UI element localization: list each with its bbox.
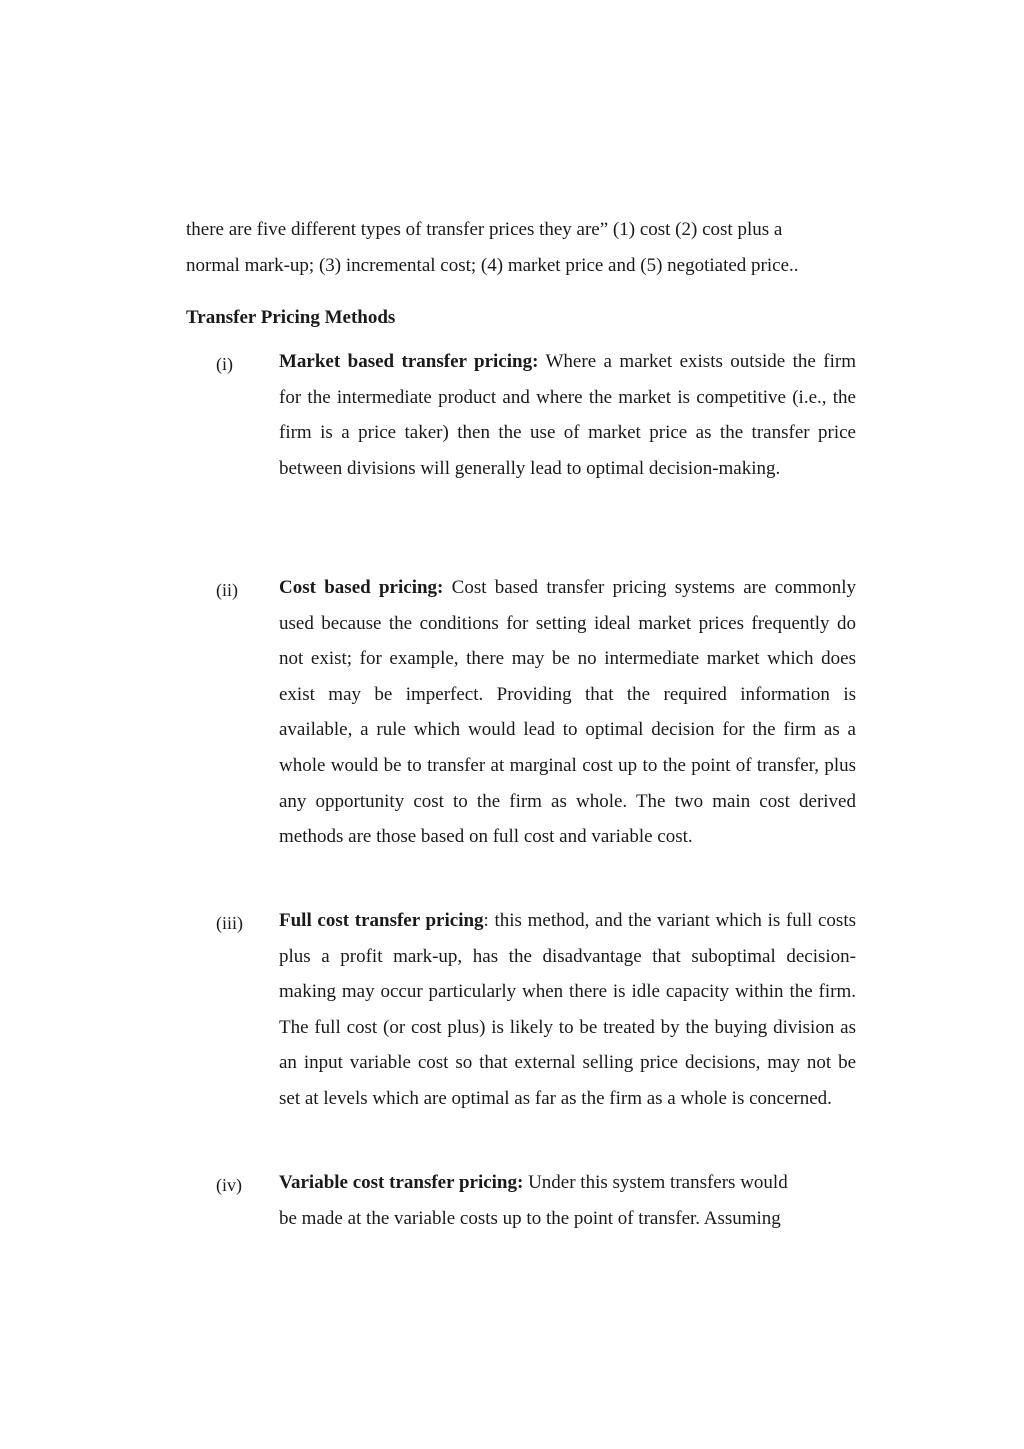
item-lead: Market based transfer pricing: bbox=[279, 351, 539, 372]
item-paragraph bbox=[279, 1165, 856, 1236]
item-text-line-1: Under this system transfers would bbox=[523, 1172, 788, 1193]
item-paragraph bbox=[279, 344, 856, 486]
intro-line-2: normal mark-up; (3) incremental cost; (4) market price and (5) negotiated price.. bbox=[186, 254, 799, 276]
item-text: Cost based transfer pricing systems are commonly used because the conditions for setting ideal market prices frequently do not exist; for example, there may be no intermediate market which does exist may be imperfect. Providing that the required information is available, a rule which would lead to optimal decision for the firm as a whole would be to transfer at marginal cost up to the point of transfer, plus any opportunity cost to the firm as whole. The two main cost derived methods are those based on full cost and variable cost. bbox=[279, 577, 856, 848]
item-number: (iii) bbox=[216, 913, 243, 933]
item-text: Where a market exists outside the firm for the intermediate product and where the market is competitive (i.e., the firm is a price taker) then the use of market price as the transfer price between divisions will generally lead to optimal decision-making. bbox=[279, 351, 856, 479]
item-number: (iv) bbox=[216, 1175, 242, 1195]
item-number: (i) bbox=[216, 354, 233, 374]
item-paragraph bbox=[279, 903, 856, 1117]
item-number: (ii) bbox=[216, 580, 238, 600]
item-lead: Variable cost transfer pricing: bbox=[279, 1172, 524, 1193]
item-text: : this method, and the variant which is full costs plus a profit mark-up, has the disadvantage that suboptimal decision-making may occur particularly when there is idle capacity within the firm. The full cost (or cost plus) is likely to be treated by the buying division as an input variable cost so that external selling price decisions, may not be set at levels which are optimal as far as the firm as a whole is concerned. bbox=[279, 910, 856, 1109]
intro-line-1: there are five different types of transfer prices they are” (1) cost (2) cost plus a bbox=[186, 219, 783, 240]
intro-paragraph bbox=[186, 212, 866, 283]
item-lead: Full cost transfer pricing bbox=[279, 910, 484, 931]
item-paragraph bbox=[279, 570, 856, 855]
section-heading: Transfer Pricing Methods bbox=[186, 307, 396, 328]
item-text-line-2: be made at the variable costs up to the point of transfer. Assuming bbox=[279, 1207, 781, 1229]
item-lead: Cost based pricing: bbox=[279, 577, 444, 598]
